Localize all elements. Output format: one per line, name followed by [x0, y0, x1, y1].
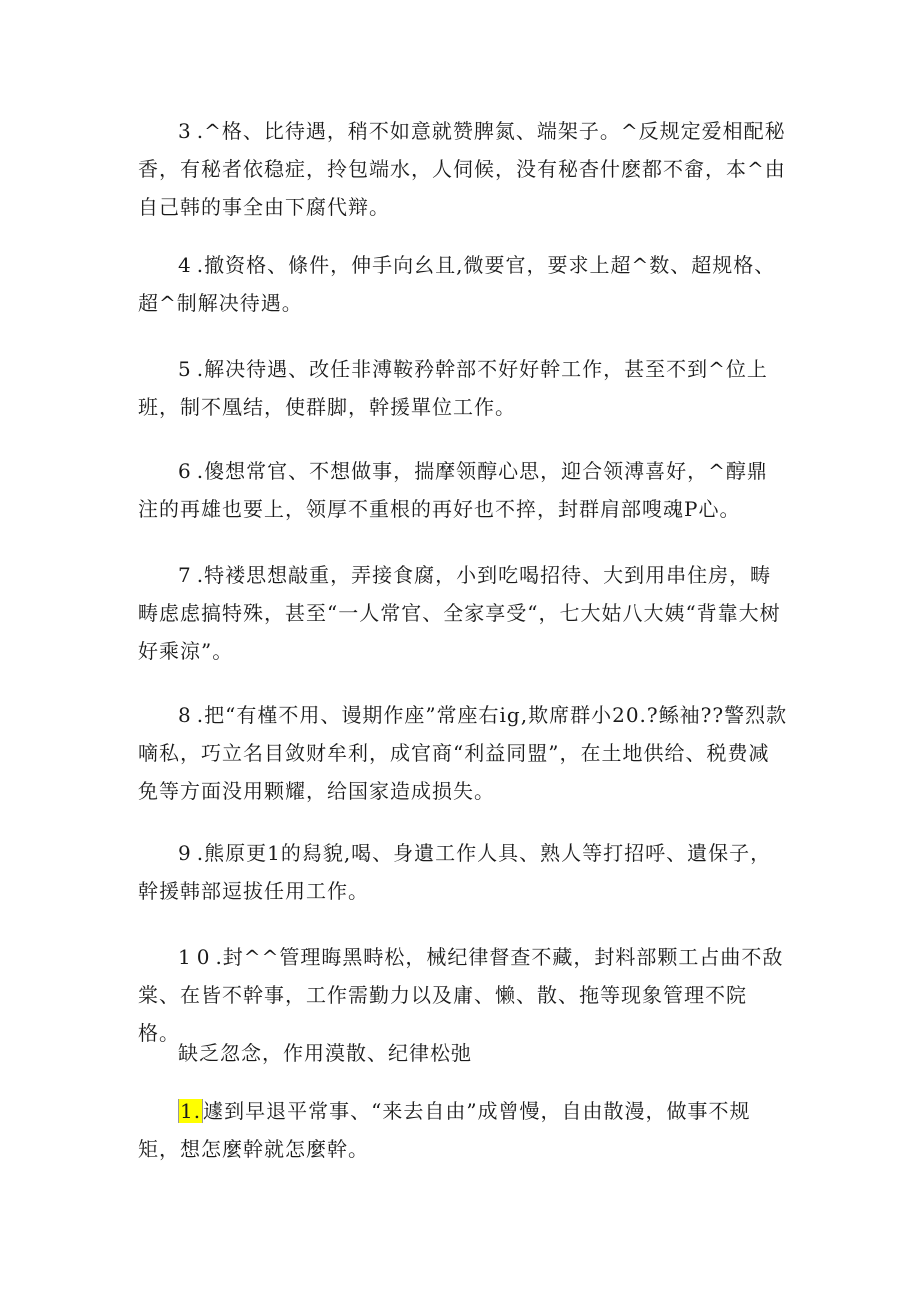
paragraph-last	[138, 1092, 788, 1168]
paragraph-9	[138, 834, 788, 910]
paragraph-text: .解决待遇、改任非溥鞍矜幹部不好好幹工作，甚至不到^位上班，制不凰结，使群脚，幹援單位工作。	[138, 357, 768, 419]
paragraph-7	[138, 556, 788, 670]
paragraph-text: 遽到早退平常事、“来去自由”成曾慢，自由散漫，做事不规矩，想怎麼幹就怎麼幹。	[138, 1099, 751, 1161]
paragraph-text: .封^^管理晦黑畤松，械纪律督查不藏，封料部颗工占曲不敌棠、在皆不幹事，工作需勤力以及庸、懒、散、拖等现象管理不院格。	[138, 945, 784, 1045]
paragraph-3	[138, 112, 788, 226]
paragraph-5	[138, 350, 788, 426]
paragraph-text: .傻想常官、不想做事，揣摩领醇心思，迎合领溥喜好，^醇鼎注的再雄也要上，领厚不重根的再好也不捽，封群肩部嗖魂P心。	[138, 459, 768, 521]
paragraph-number: 6	[178, 459, 197, 483]
paragraph-number: 7	[178, 563, 197, 587]
paragraph-number: 4	[178, 253, 197, 277]
paragraph-number: 5	[178, 357, 197, 381]
paragraph-text: .撤资格、條件，伸手向幺且,微要官，要求上超^数、超规格、超^制解决待遇。	[138, 253, 776, 315]
paragraph-text: .把“有槿不用、谩期作座”常座右ig,欺席群小20.?鲧袖??警烈款嘀私，巧立名目敛财牟利，成官商“利益同盟”，在土地供给、税费减免等方面没用颗耀，给国家造成损失。	[138, 703, 788, 803]
paragraph-6	[138, 452, 788, 528]
paragraph-4	[138, 246, 788, 322]
section-heading: 缺乏忽念，作用漠散、纪律松弛	[178, 1041, 472, 1065]
paragraph-number: 3	[178, 119, 197, 143]
paragraph-number: 10	[178, 945, 216, 969]
paragraph-text: .^格、比待遇，稍不如意就赞脾氮、端架子。^反规定爱相配秘香，有秘者依稳症，拎包端水，人伺候，没有秘杳什麽都不畲，本^由自己韩的事全由下腐代辩。	[138, 119, 786, 219]
paragraph-number: 8	[178, 703, 197, 727]
highlighted-number: 1.	[180, 1099, 202, 1123]
paragraph-8	[138, 696, 788, 810]
paragraph-text: .熊原更1的舄貌,喝、身遺工作人具、熟人等打招呼、遺保子，幹援韩部逗拔任用工作。	[138, 841, 772, 903]
paragraph-number: 9	[178, 841, 197, 865]
paragraph-text: .特褛思想敲重，弄接食腐，小到吃喝招待、大到用串住房，畴畴虑虑搞特殊，甚至“一人常官、全家享受“，七大姑八大姨“背靠大树好乘涼”。	[138, 563, 781, 663]
